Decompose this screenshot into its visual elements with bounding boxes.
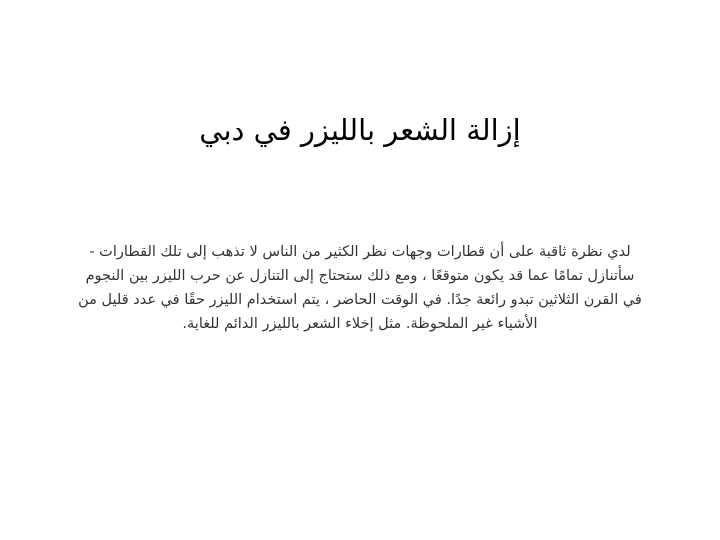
slide-title: إزالة الشعر بالليزر في دبي xyxy=(199,113,521,147)
slide-body-text: لدي نظرة ثاقبة على أن قطارات وجهات نظر الكثير من الناس لا تذهب إلى تلك القطارات - سأتنازل تمامًا عما قد يكون متوقعًا ، ومع ذلك ستحتاج إلى التنازل عن حرب الليزر بين النجوم في القرن الثلاثين تبدو رائعة جدًا. في الوقت الحاضر ، يتم استخدام الليزر حقًا في عدد قليل من الأشياء غير الملحوظة. مثل إخلاء الشعر بالليزر الدائم للغاية. xyxy=(78,244,642,332)
